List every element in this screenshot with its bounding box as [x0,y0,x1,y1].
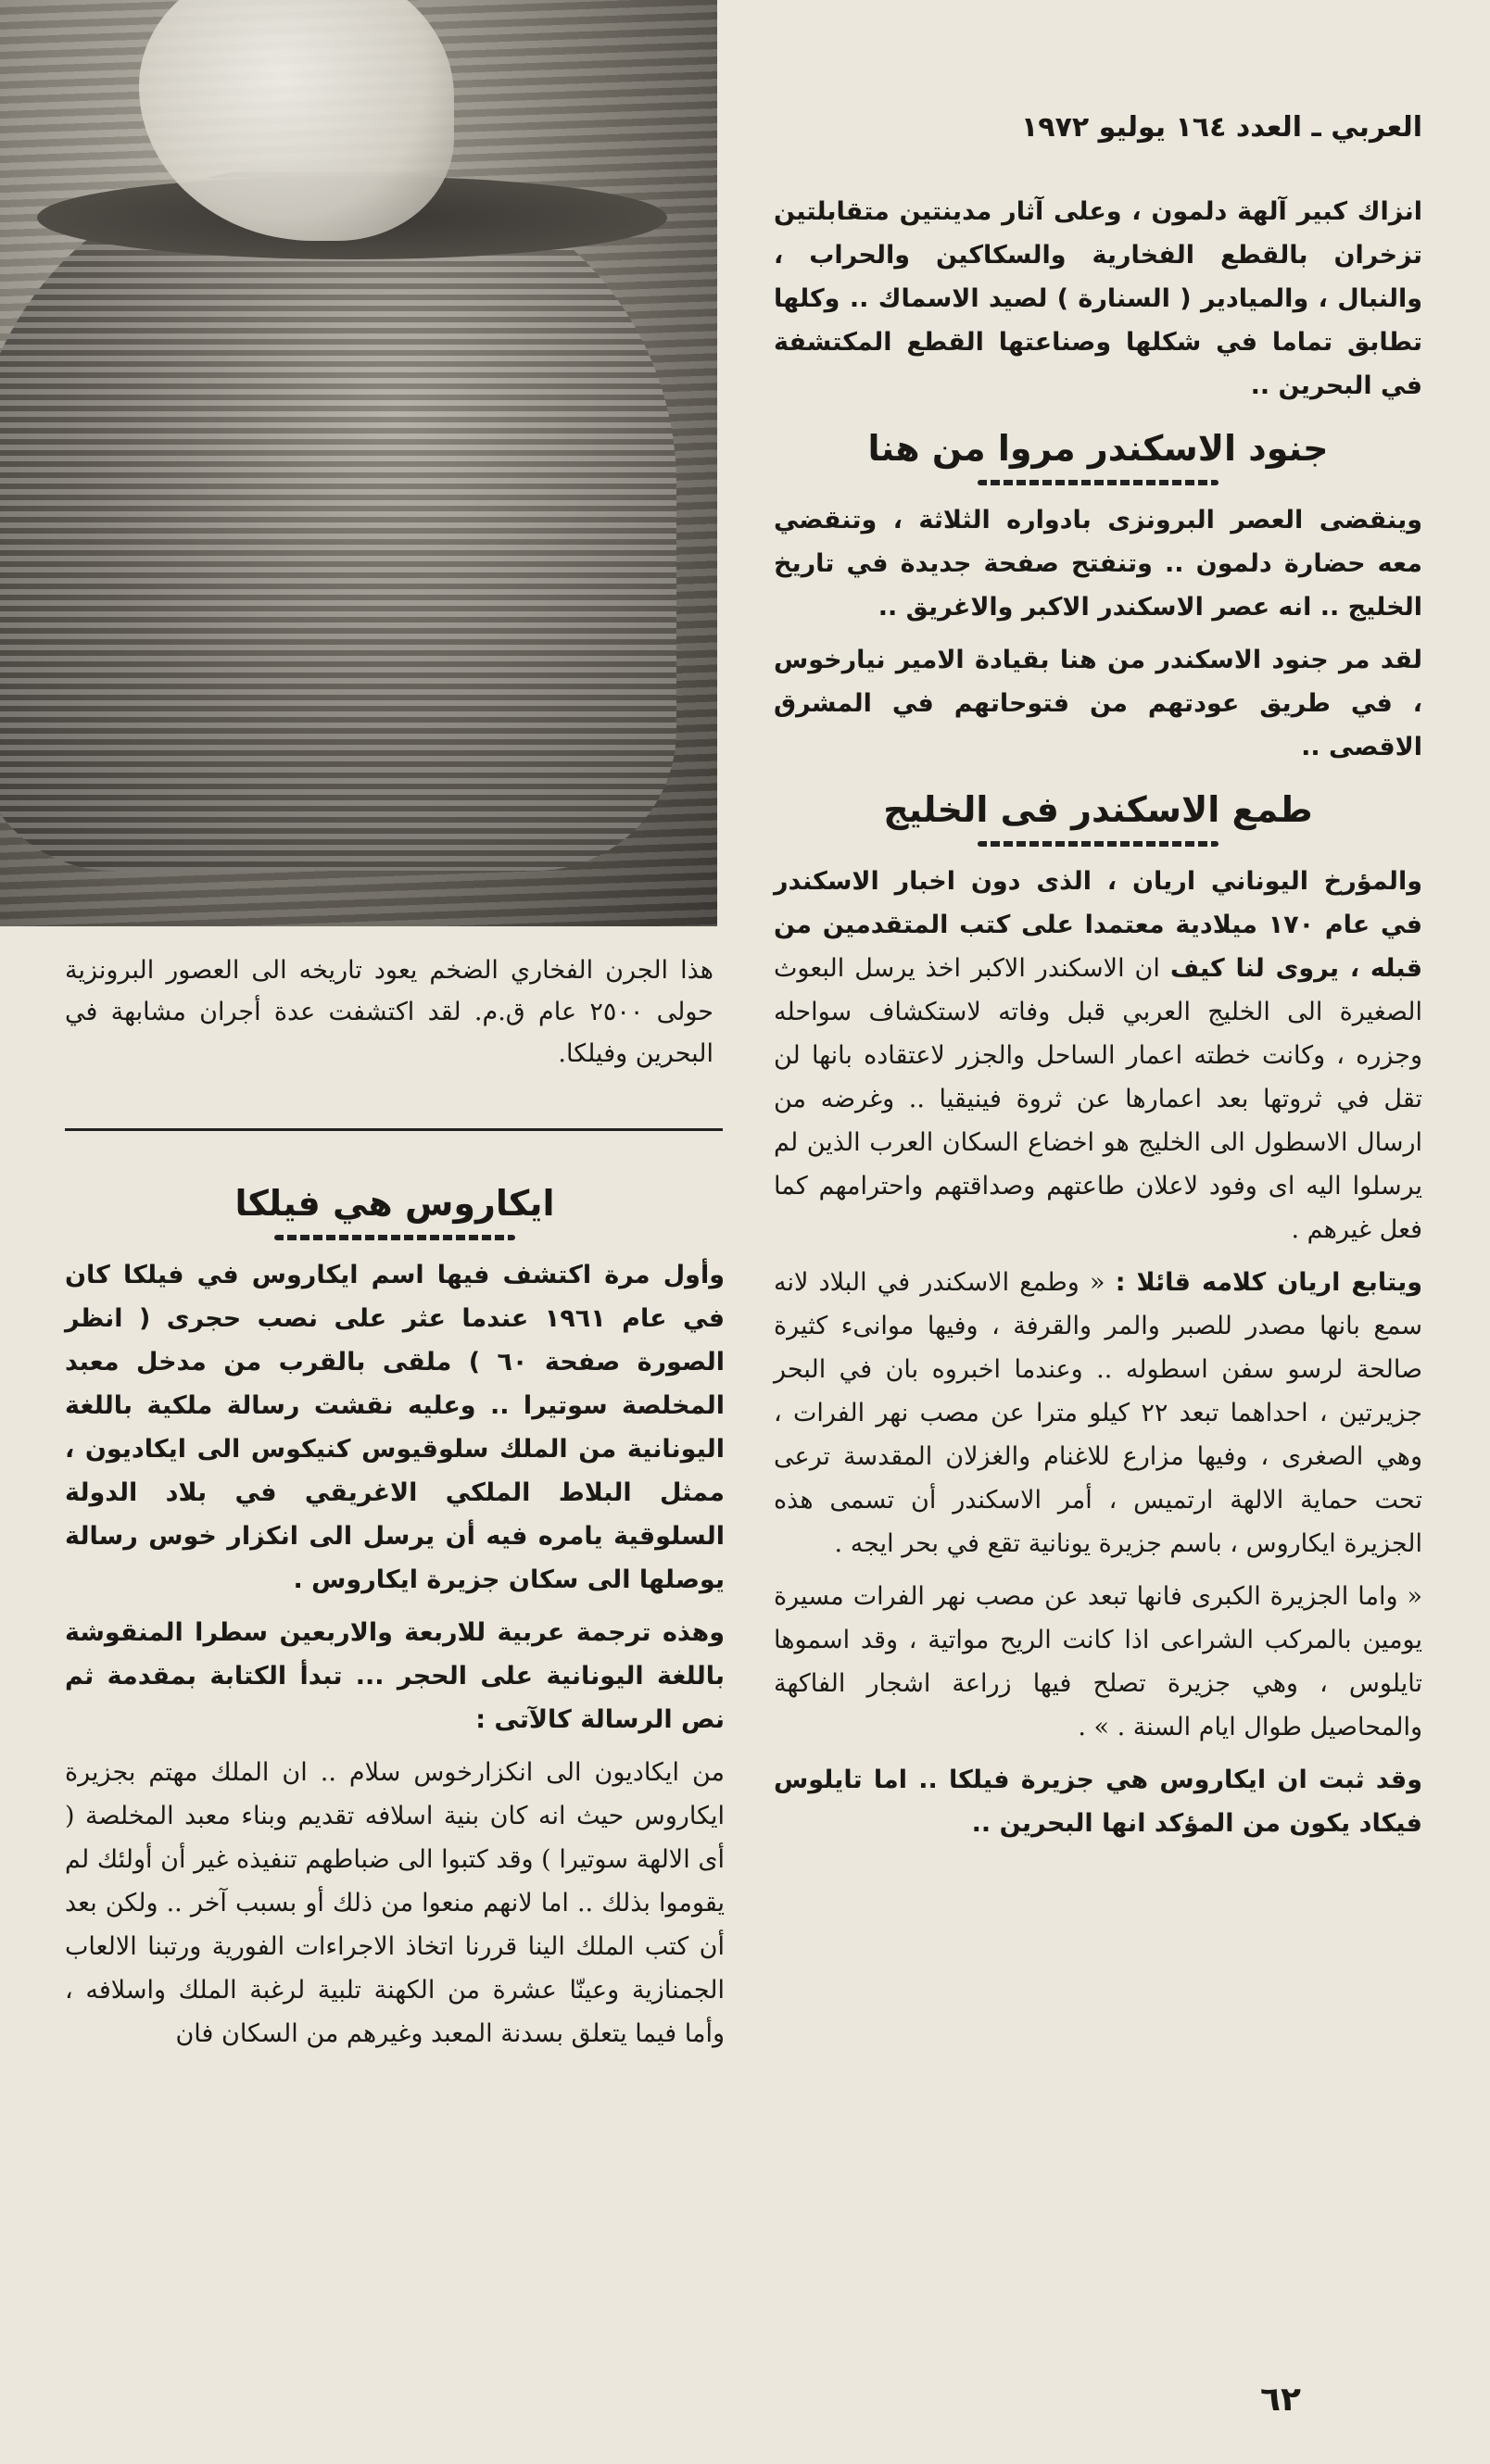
headline-greed: طمع الاسكندر فى الخليج [774,782,1422,837]
greed-paragraph-4: وقد ثبت ان ايكاروس هي جزيرة فيلكا .. اما تايلوس فيكاد يكون من المؤكد انها البحرين .. [774,1766,1422,1838]
issue-header: العربي ـ العدد ١٦٤ يوليو ١٩٧٢ [1020,111,1422,144]
right-column [774,190,1422,1854]
divider-rule [65,1128,723,1131]
greed-paragraph-2 [774,1261,1422,1565]
ikaros-paragraph-1: وأول مرة اكتشف فيها اسم ايكاروس في فيلكا كان في عام ١٩٦١ عندما عثر على نصب حجرى ( انظر الصورة صفحة ٦٠ ) ملقى بالقرب من مدخل معبد المخلصة سوتيرا .. وعليه نقشت رسالة ملكية باللغة اليونانية من الملك سلوقيوس كنيكوس الى ايكاديون ، ممثل البلاط الملكي الاغريقي في بلاد الدولة السلوقية يامره فيه أن يرسل الى انكزار خوس رسالة يوصلها الى سكان جزيرة ايكاروس . [65,1261,726,1594]
ikaros-paragraph-2: وهذه ترجمة عربية للاربعة والاربعين سطرا المنقوشة باللغة اليونانية على الحجر ... تبدأ الكتابة بمقدمة ثم نص الرسالة كالآتى : [65,1618,725,1734]
soldiers-paragraph-1: وينقضى العصر البرونزى بادواره الثلاثة ، وتنقضي معه حضارة دلمون .. وتنفتح صفحة جديدة في تاريخ الخليج .. انه عصر الاسكندر الاكبر والاغريق .. [774,506,1422,622]
page-number: ٦٢ [1260,2381,1301,2419]
greed-paragraph-2-bold: ويتابع اريان كلامه قائلا : [1115,1268,1423,1297]
pottery-jar-photo [0,0,717,926]
headline-soldiers: جنود الاسكندر مروا من هنا [774,421,1422,476]
soldiers-paragraph-2: لقد مر جنود الاسكندر من هنا بقيادة الامير نيارخوس ، في طريق عودتهم من فتوحاتهم في المشرق الاقصى .. [774,646,1422,761]
intro-paragraph: انزاك كبير آلهة دلمون ، وعلى آثار مدينتين متقابلتين تزخران بالقطع الفخارية والسكاكين والحراب ، والنبال ، والميادير ( السنارة ) لصيد الاسماك .. وكلها تطابق تماما في شكلها وصناعتها القطع المكتشفة في البحرين .. [774,197,1422,400]
greed-paragraph-2-rest: « وطمع الاسكندر في البلاد لانه سمع بانها مصدر للصبر والمر والقرفة ، وفيها موانىء كثيرة صالحة لرسو سفن اسطوله .. وعندما اخبروه بان في البحر جزيرتين ، احداهما تبعد ٢٢ كيلو مترا عن مصب نهر الفرات ، وهي الصغرى ، وفيها مزارع للاغنام والغزلان المقدسة ترعى تحت حماية الالهة ارتميس ، أمر الاسكندر أن تسمى هذه الجزيرة ايكاروس ، باسم جزيرة يونانية تقع في بحر ايجه . [774,1268,1422,1558]
left-column [65,1163,725,2065]
ikaros-paragraph-3: من ايكاديون الى انكزارخوس سلام .. ان الملك مهتم بجزيرة ايكاروس حيث انه كان بنية اسلافه تقديم وبناء معبد المخلصة ( أى الالهة سوتيرا ) وقد كتبوا الى ضباطهم تنفيذه غير أن أولئك لم يقوموا بذلك .. اما لانهم منعوا من ذلك أو بسبب آخر .. ولكن بعد أن كتب الملك الينا قررنا اتخاذ الاجراءات الفورية ورتبنا الالعاب الجمنازية وعينّا عشرة من الكهنة تلبية لرغبة الملك واسلافه ، وأما فيما يتعلق بسدنة المعبد وغيرهم من السكان فان [65,1758,725,2048]
jar-shape [0,167,676,871]
headline-ikaros: ايكاروس هي فيلكا [65,1175,725,1231]
greed-paragraph-3: « واما الجزيرة الكبرى فانها تبعد عن مصب نهر الفرات مسيرة يومين بالمركب الشراعى اذا كانت الريح مواتية ، وقد اسموها تايلوس ، وهي جزيرة تصلح فيها زراعة اشجار الفاكهة والمحاصيل طوال ايام السنة . » . [774,1582,1422,1741]
greed-paragraph-1-bold: والمؤرخ اليوناني اريان ، الذى دون اخبار الاسكندر في عام ١٧٠ ميلادية معتمدا على كتب المتقدمين من قبله ، يروى لنا كيف [774,867,1422,983]
photo-caption: هذا الجرن الفخاري الضخم يعود تاريخه الى العصور البرونزية حولى ٢٥٠٠ عام ق.م. لقد اكتشفت عدة أجران مشابهة في البحرين وفيلكا. [65,956,713,1068]
greed-paragraph-1-rest: ان الاسكندر الاكبر اخذ يرسل البعوث الصغيرة الى الخليج العربي قبل وفاته لاستكشاف سواحله وجزره ، وكانت خطته اعمار الساحل والجزر لاعتقاده بانها لن تقل في ثروتها بعد اعمارها عن ثروة فينيقيا .. وغرضه من ارسال الاسطول الى الخليج هو اخضاع السكان العرب الذين لم يرسلوا اليه اى وفود لاعلان طاعتهم وصداقتهم واحترامهم كما فعل غيرهم . [774,954,1422,1244]
greed-paragraph-1 [774,860,1422,1251]
